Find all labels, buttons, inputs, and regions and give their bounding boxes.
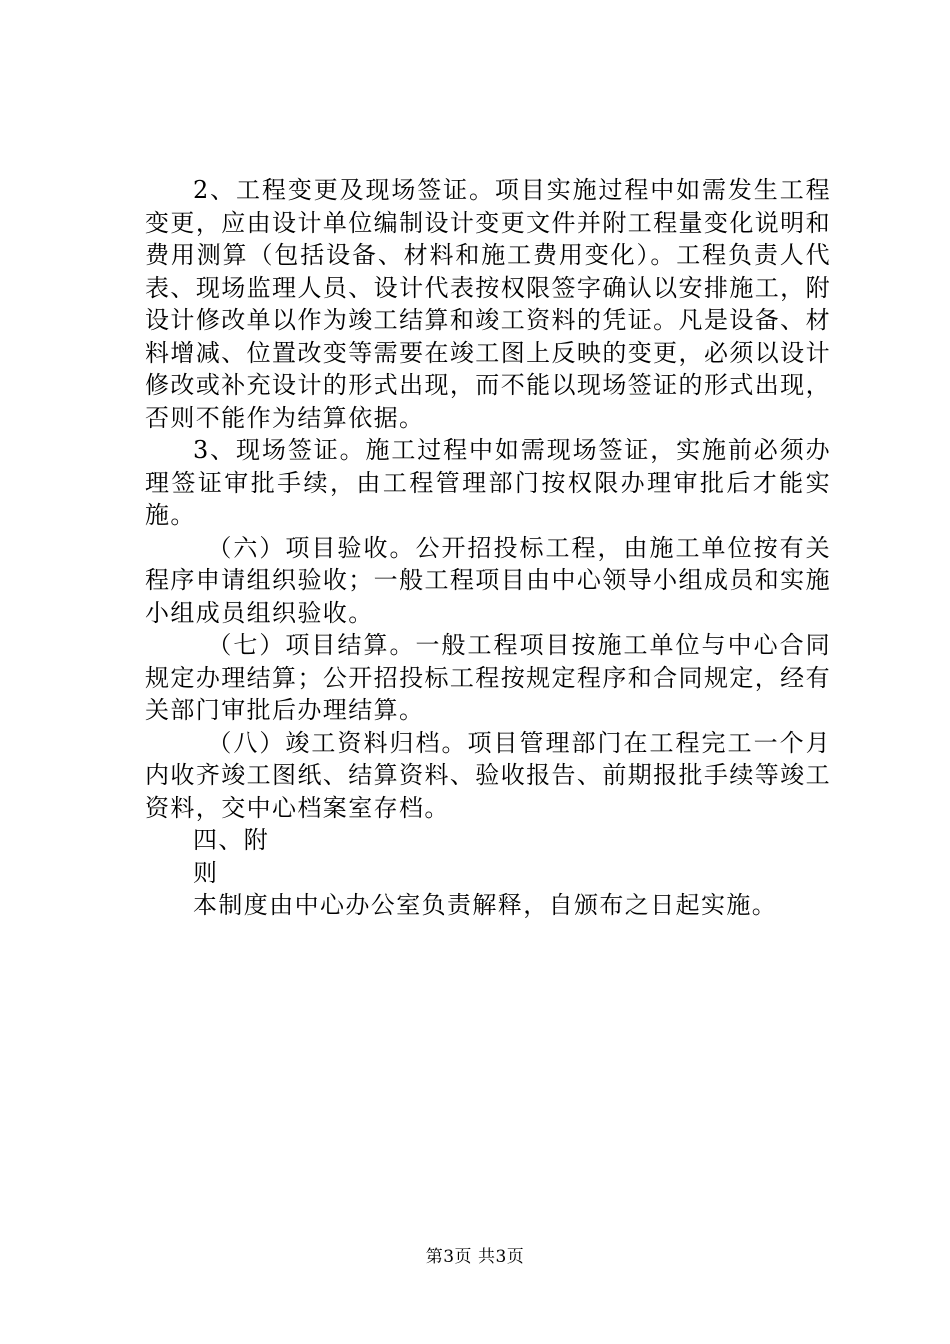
paragraph-site-visa: 3、现场签证。施工过程中如需现场签证，实施前必须办理签证审批手续，由工程管理部门按权限办理审批后才能实施。 (145, 436, 831, 529)
paragraph-engineering-change: 2、工程变更及现场签证。项目实施过程中如需发生工程变更，应由设计单位编制设计变更文件并附工程量变化说明和费用测算（包括设备、材料和施工费用变化）。工程负责人代表、现场监理人员、设计代表按权限签字确认以安排施工，附设计修改单以作为竣工结算和竣工资料的凭证。凡是设备、材料增减、位置改变等需要在竣工图上反映的变更，必须以设计修改或补充设计的形式出现，而不能以现场签证的形式出现，否则不能作为结算依据。 (145, 176, 831, 432)
section-heading-part1: 四、附 (193, 826, 270, 854)
paragraph-archive: （八）竣工资料归档。项目管理部门在工程完工一个月内收齐竣工图纸、结算资料、验收报告、前期报批手续等竣工资料，交中心档案室存档。 (145, 728, 831, 822)
closing-paragraph: 本制度由中心办公室负责解释，自颁布之日起实施。 (193, 891, 778, 919)
paragraph-project-acceptance: （六）项目验收。公开招投标工程，由施工单位按有关程序申请组织验收；一般工程项目由中心领导小组成员和实施小组成员组织验收。 (145, 533, 831, 627)
paragraph-project-settlement: （七）项目结算。一般工程项目按施工单位与中心合同规定办理结算；公开招投标工程按规定程序和合同规定，经有关部门审批后办理结算。 (145, 631, 831, 724)
document-body (145, 174, 831, 922)
section-heading-part2: 则 (193, 858, 219, 887)
page-footer: 第3页 共3页 (425, 1247, 525, 1267)
